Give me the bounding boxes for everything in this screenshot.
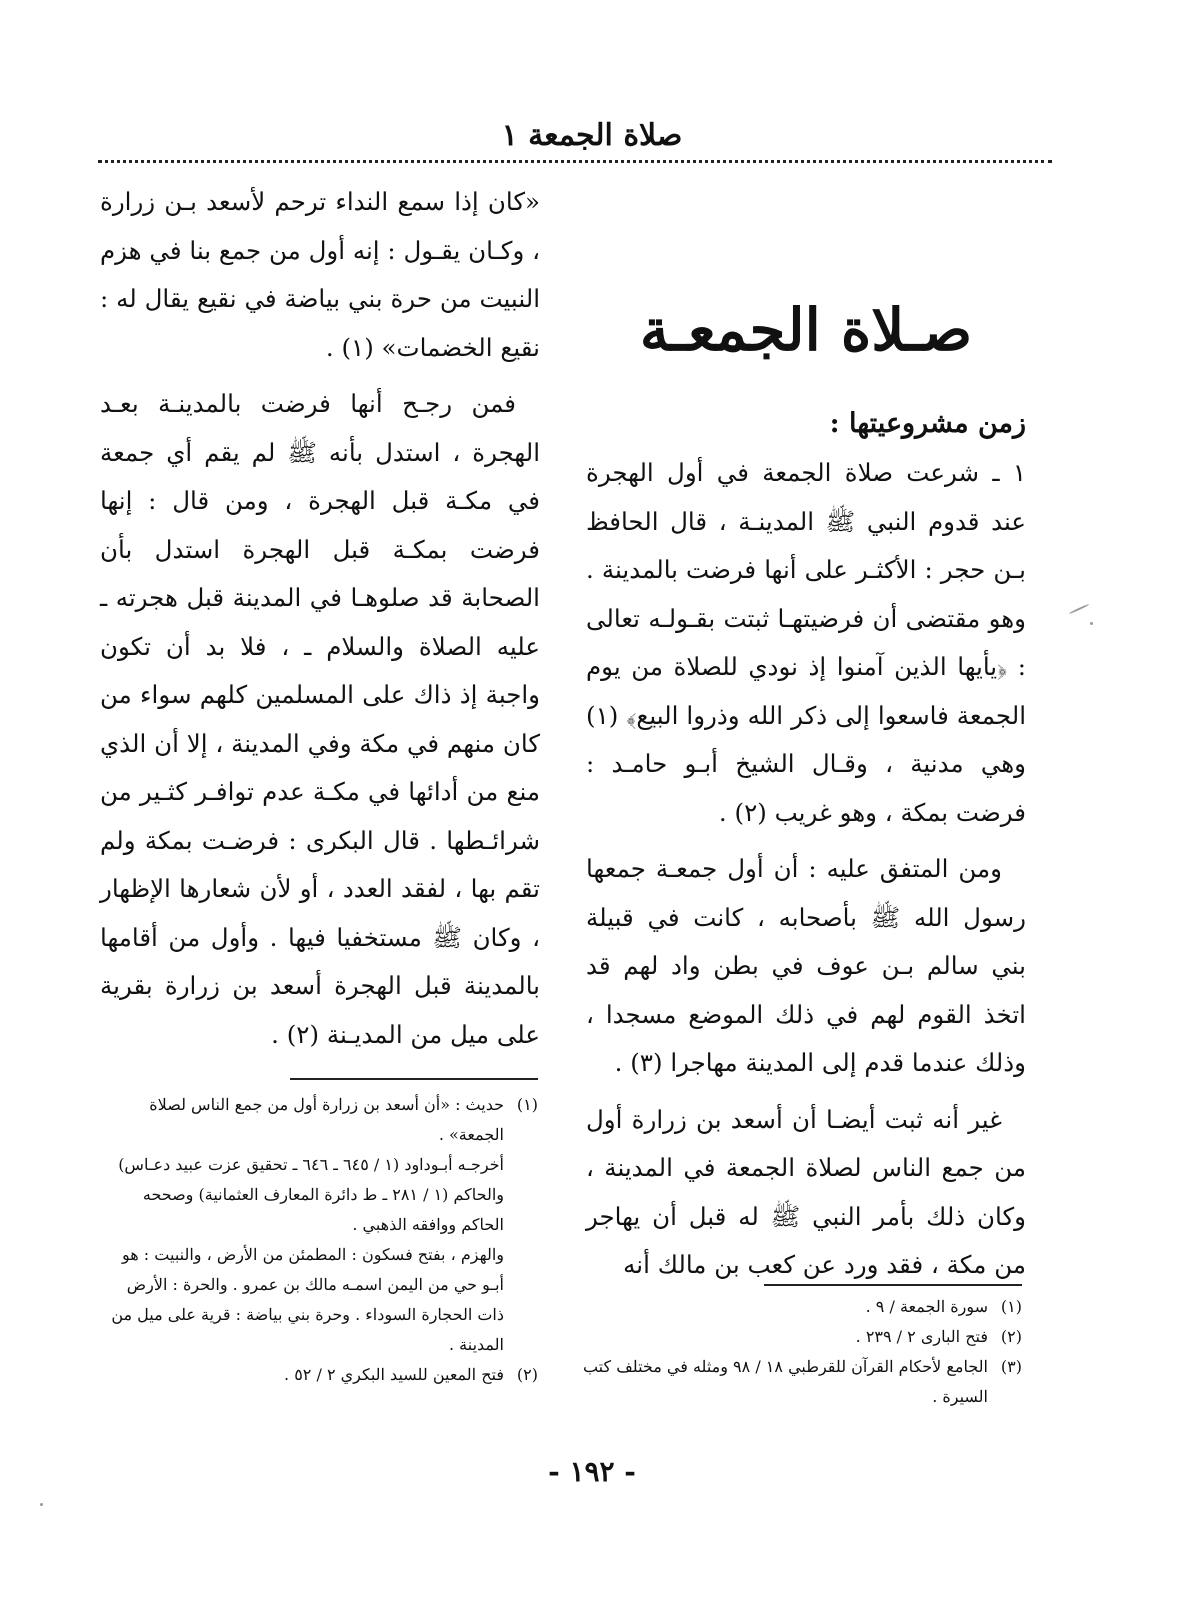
footnote-continuation [100, 1150, 538, 1240]
left-column [100, 178, 540, 1067]
footnote [582, 1322, 1022, 1352]
right-column [586, 178, 1026, 1298]
paragraph: ١ ـ شرعت صلاة الجمعة في أول الهجرة عند قدوم النبي ﷺ المدينـة ، قال الحافظ بـن حجر : الأكثـر على أنها فرضت بالمدينة . وهو مقتضى أن فرضيتهـا ثبتت بقـولـه تعالى : ﴿يأيها الذين آمنوا إذ نودي للصلاة من يوم الجمعة فاسعوا إلى ذكر الله وذروا البيع﴾ (١) وهي مدنية ، وقـال الشيخ أبـو حامـد : فرضت بمكة ، وهو غريب (٢) . [586, 458, 1026, 827]
footnote [100, 1090, 538, 1150]
paragraph: «كان إذا سمع النداء ترحم لأسعد بـن زرارة ، وكـان يقـول : إنه أول من جمع بنا في هزم النبيت من حرة بني بياضة في نقيع يقال له : نقيع الخضمات» (١) . [100, 187, 540, 362]
page-number: - ١٩٢ - [548, 1455, 636, 1488]
footnote-number: (٢) [1000, 1327, 1022, 1346]
footnote [100, 1360, 538, 1390]
footnote-separator [290, 1078, 538, 1080]
footnote-number: (٣) [1000, 1357, 1022, 1376]
footnote-text: أخرجـه أبـوداود (١ / ٦٤٥ ـ ٦٤٦ ـ تحقيق عزت عبيد دعـاس) والحاكم (١ / ٢٨١ ـ ط دائرة المعارف العثمانية) وصححه الحاكم ووافقه الذهبي . [118, 1155, 504, 1234]
running-header-title: صلاة الجمعة ١ [501, 118, 683, 153]
footnote-text: والهزم ، بفتح فسكون : المطمئن من الأرض ، والنبيت : هو أبـو حي من اليمن اسمـه مالك بن عمرو . والحرة : الأرض ذات الحجارة السوداء . وحرة بني بياضة : قرية على ميل من المدينة . [111, 1245, 504, 1354]
footnotes-left [100, 1090, 538, 1390]
section-subheading: زمن مشروعيتها : [829, 408, 1026, 439]
scan-speck [1090, 622, 1093, 625]
footnote-text: الجامع لأحكام القرآن للقرطبي ١٨ / ٩٨ ومثله في مختلف كتب السيرة . [582, 1357, 988, 1406]
footnote-text: حديث : «أن أسعد بن زرارة أول من جمع الناس لصلاة الجمعة» . [149, 1095, 504, 1144]
footnotes-right [582, 1292, 1022, 1412]
footnote [582, 1352, 1022, 1412]
footnote-text: فتح المعين للسيد البكري ٢ / ٥٢ . [284, 1365, 504, 1384]
paragraph: ومن المتفق عليه : أن أول جمعـة جمعها رسول الله ﷺ بأصحابه ، كانت في قبيلة بني سالم بـن عوف في بطن واد لهم قد اتخذ القوم لهم في ذلك الموضع مسجدا ، وذلك عندما قدم إلى المدينة مهاجرا (٣) . [586, 854, 1026, 1077]
footnote-number: (١) [516, 1095, 538, 1114]
footnote-separator [764, 1284, 1022, 1286]
footnote [582, 1292, 1022, 1322]
footnote-text: فتح البارى ٢ / ٢٣٩ . [855, 1327, 988, 1346]
chapter-title: صـلاة الجمعـة [639, 296, 973, 364]
footnote-number: (١) [1000, 1297, 1022, 1316]
paragraph: غير أنه ثبت أيضـا أن أسعد بن زرارة أول من جمع الناس لصلاة الجمعة في المدينة ، وكان ذلك بأمر النبي ﷺ له قبل أن يهاجر من مكة ، فقد ورد عن كعب بن مالك أنه [586, 1104, 1026, 1279]
footnote-continuation [100, 1240, 538, 1360]
scan-speck [40, 1503, 43, 1506]
paragraph: فمن رجـح أنها فرضت بالمدينـة بعـد الهجرة ، استدل بأنه ﷺ لم يقم أي جمعة في مكـة قبل الهجرة ، ومن قال : إنها فرضت بمكـة قبل الهجرة استدل بأن الصحابة قد صلوهـا في المدينة قبل هجرته ـ عليه الصلاة والسلام ـ ، فلا بد أن تكون واجبة إذ ذاك على المسلمين كلهم سواء من كان منهم في مكة وفي المدينة ، إلا أن الذي منع من أدائها في مكـة عدم توافـر كثـير من شرائـطها . قال البكرى : فرضـت بمكة ولم تقم بها ، لفقد العدد ، أو لأن شعارها الإظهار ، وكان ﷺ مستخفيا فيها . وأول من أقامها بالمدينة قبل الهجرة أسعد بن زرارة بقرية على ميل من المديـنة (٢) . [100, 389, 540, 1049]
header-dotted-rule [98, 160, 1052, 163]
footnote-number: (٢) [516, 1365, 538, 1384]
scan-speck [1069, 603, 1090, 614]
footnote-text: سورة الجمعة / ٩ . [865, 1297, 988, 1316]
